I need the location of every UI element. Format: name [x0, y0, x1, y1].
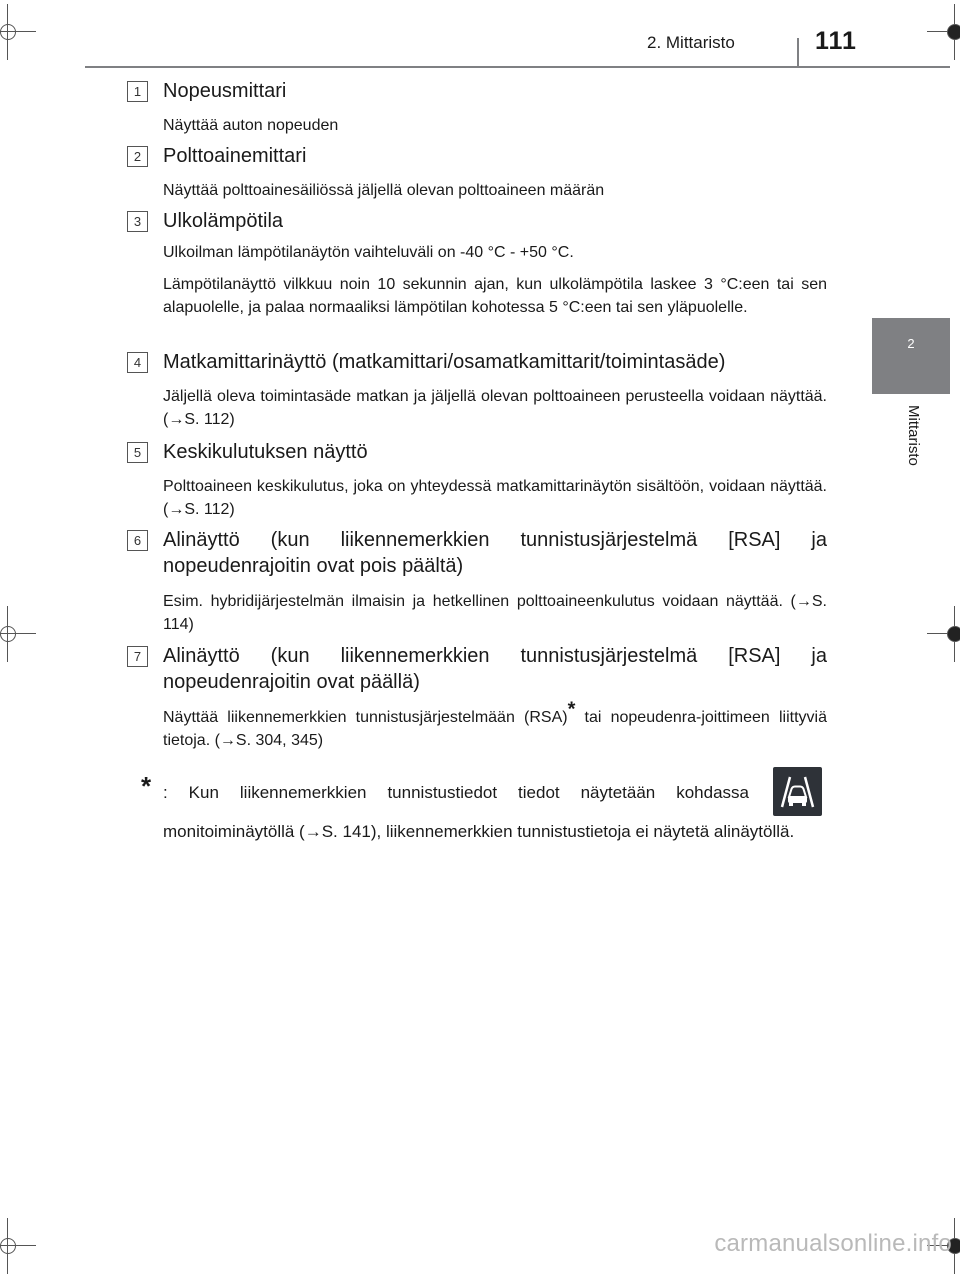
- description-text: Esim. hybridijärjestelmän ilmaisin ja hetkellinen polttoaineenkulutus voidaan näyttää. (→S. 114): [163, 593, 827, 633]
- chapter-tab-number: 2: [907, 336, 915, 351]
- section-title: 2. Mittaristo: [647, 33, 735, 52]
- item-title-line-1: Alinäyttö (kun liikennemerkkien tunnistusjärjestelmä [RSA] ja: [163, 529, 827, 551]
- footnote-line-2: monitoiminäytöllä (→S. 141), liikennemerkkien tunnistustietoja ei näytetä alinäytöllä.: [163, 822, 795, 841]
- description-text-end: tai nopeudenra-joittimeen liittyviä tietoja. (→S. 304, 345): [163, 709, 827, 749]
- item-title: Keskikulutuksen näyttö: [163, 441, 368, 463]
- item-number: 4: [127, 352, 148, 373]
- item-description: [163, 179, 827, 202]
- item-title: Nopeusmittari: [163, 80, 287, 102]
- chapter-tab-label: Mittaristo: [905, 405, 922, 466]
- item-title: Polttoainemittari: [163, 145, 307, 167]
- item-description: [163, 590, 827, 636]
- crop-mark-top-left: [0, 20, 20, 44]
- item-title: Matkamittarinäyttö (matkamittari/osamatkamittarit/toimintasäde): [163, 351, 726, 373]
- item-number: 2: [127, 146, 148, 167]
- description-text: Ulkoilman lämpötilanäytön vaihteluväli on -40 °C - +50 °C.: [163, 244, 574, 261]
- description-text: Lämpötilanäyttö vilkkuu noin 10 sekunnin ajan, kun ulkolämpötila laskee 3 °C:een tai sen alapuolelle, ja palaa normaaliksi lämpötilan kohotessa 5 °C:een tai sen yläpuolelle.: [163, 276, 827, 316]
- page-number: 111: [815, 27, 857, 55]
- crop-mark-top-right: [943, 20, 960, 44]
- item-number: 6: [127, 530, 148, 551]
- item-title-line-1: Alinäyttö (kun liikennemerkkien tunnistusjärjestelmä [RSA] ja: [163, 645, 827, 667]
- header-divider: [797, 38, 799, 66]
- item-number: 7: [127, 646, 148, 667]
- item-description: [163, 475, 827, 521]
- item-description: [163, 241, 827, 319]
- footnote-line-1: : Kun liikennemerkkien tunnistustiedot tiedot näytetään kohdassa: [163, 783, 749, 802]
- crop-mark-bottom-left: [0, 1234, 20, 1258]
- description-text: Polttoaineen keskikulutus, joka on yhteydessä matkamittarinäytön sisältöön, voidaan näyttää. (→S. 112): [163, 478, 827, 518]
- crop-mark-middle-right: [943, 622, 960, 646]
- description-text: Jäljellä oleva toimintasäde matkan ja jäljellä olevan polttoaineen perusteella voidaan näyttää. (→S. 112): [163, 388, 827, 428]
- item-number: 1: [127, 81, 148, 102]
- item-description: [163, 698, 827, 752]
- description-text: Näyttää polttoainesäiliössä jäljellä olevan polttoaineen määrän: [163, 182, 605, 199]
- item-title-line-2: nopeudenrajoitin ovat pois päältä): [163, 555, 464, 577]
- footnote-star: *: [141, 771, 152, 801]
- rsa-monitor-icon: [773, 767, 822, 816]
- item-title: Ulkolämpötila: [163, 210, 284, 232]
- item-description: [163, 385, 827, 431]
- footnote-marker: *: [567, 698, 576, 721]
- item-number: 5: [127, 442, 148, 463]
- watermark: carmanualsonline.info: [714, 1230, 952, 1257]
- description-text-start: Näyttää liikennemerkkien tunnistusjärjestelmään (RSA): [163, 709, 568, 726]
- header-rule: [85, 66, 950, 68]
- item-title-line-2: nopeudenrajoitin ovat päällä): [163, 671, 420, 693]
- chapter-tab: [872, 318, 950, 394]
- description-text: Näyttää auton nopeuden: [163, 117, 339, 134]
- crop-mark-middle-left: [0, 622, 20, 646]
- description-text: [163, 698, 827, 752]
- item-number: 3: [127, 211, 148, 232]
- item-description: [163, 114, 827, 137]
